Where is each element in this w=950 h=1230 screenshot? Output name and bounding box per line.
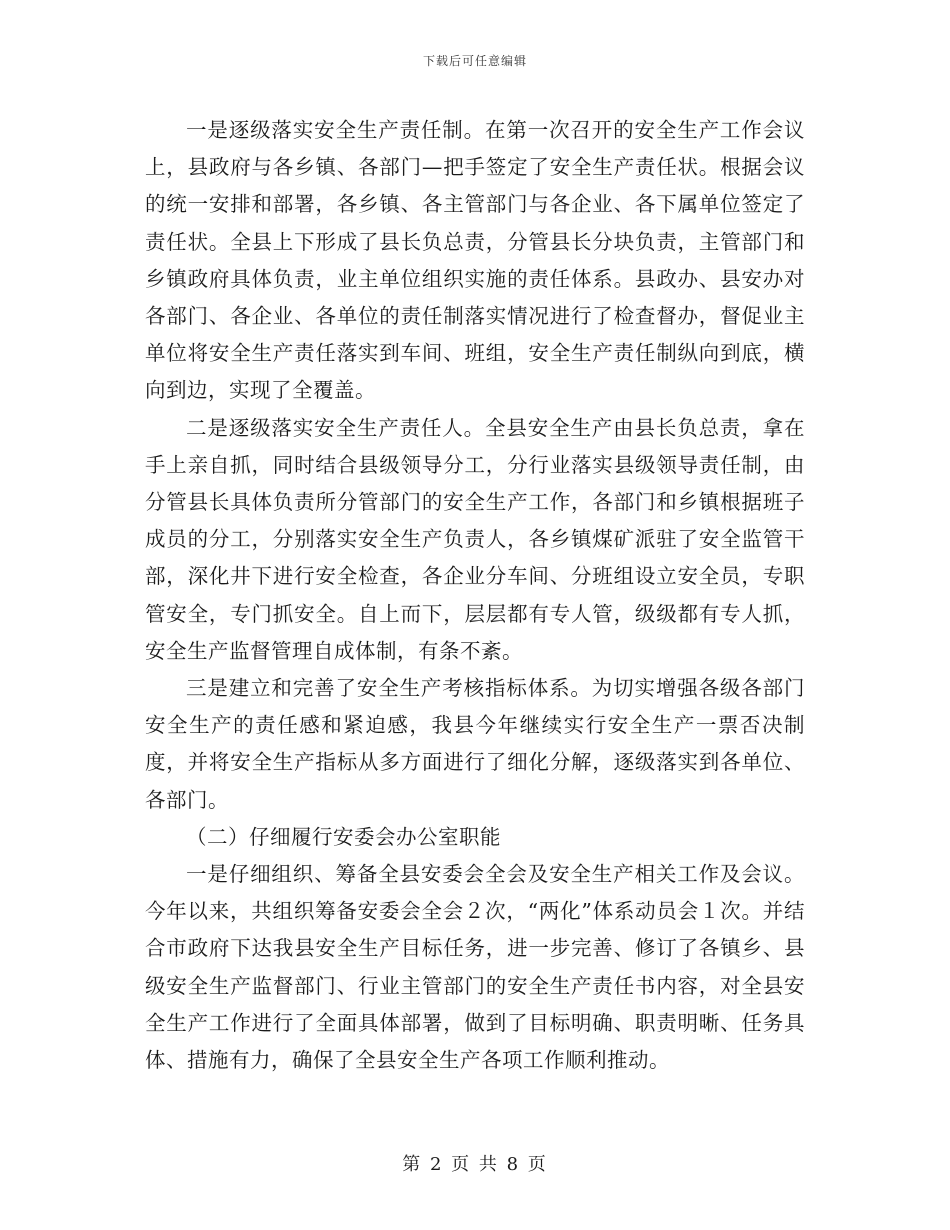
page-number-footer: 第 2 页 共 8 页 bbox=[402, 1154, 548, 1175]
paragraph-responsibility-system: 一是逐级落实安全生产责任制。在第一次召开的安全生产工作会议上，县政府与各乡镇、各部门—把手签定了安全生产责任状。根据会议的统一安排和部署，各乡镇、各主管部门与各企业、各下属单位签定了责任状。全县上下形成了县长负总责，分管县长分块负责，主管部门和乡镇政府具体负责，业主单位组织实施的责任体系。县政办、县安办对各部门、各企业、各单位的责任制落实情况进行了检查督办，督促业主单位将安全生产责任落实到车间、班组，安全生产责任制纵向到底，横向到边，实现了全覆盖。 bbox=[145, 118, 805, 403]
paragraph-office-duties: 一是仔细组织、筹备全县安委会全会及安全生产相关工作及会议。今年以来，共组织筹备安委会全会２次，“两化”体系动员会１次。并结合市政府下达我县安全生产目标任务，进一步完善、修订了各镇乡、县级安全生产监督部门、行业主管部门的安全生产责任书内容，对全县安全生产工作进行了全面具体部署，做到了目标明确、职责明晰、任务具体、措施有力，确保了全县安全生产各项工作顺利推动。 bbox=[145, 862, 805, 1073]
section-heading: （二）仔细履行安委会办公室职能 bbox=[186, 824, 501, 849]
paragraph-responsible-persons: 二是逐级落实安全生产责任人。全县安全生产由县长负总责，拿在手上亲自抓，同时结合县级领导分工，分行业落实县级领导责任制，由分管县长具体负责所分管部门的安全生产工作，各部门和乡镇根据班子成员的分工，分别落实安全生产负责人，各乡镇煤矿派驻了安全监管干部，深化井下进行安全检查，各企业分车间、分班组设立安全员，专职管安全，专门抓安全。自上而下，层层都有专人管，级级都有专人抓，安全生产监督管理自成体制，有条不紊。 bbox=[145, 415, 805, 663]
document-body bbox=[145, 112, 805, 1079]
page-header-note: 下载后可任意编辑 bbox=[422, 54, 527, 68]
paragraph-assessment-indicators: 三是建立和完善了安全生产考核指标体系。为切实增强各级各部门安全生产的责任感和紧迫感，我县今年继续实行安全生产一票否决制度，并将安全生产指标从多方面进行了细化分解，逐级落实到各单位、各部门。 bbox=[145, 676, 805, 812]
